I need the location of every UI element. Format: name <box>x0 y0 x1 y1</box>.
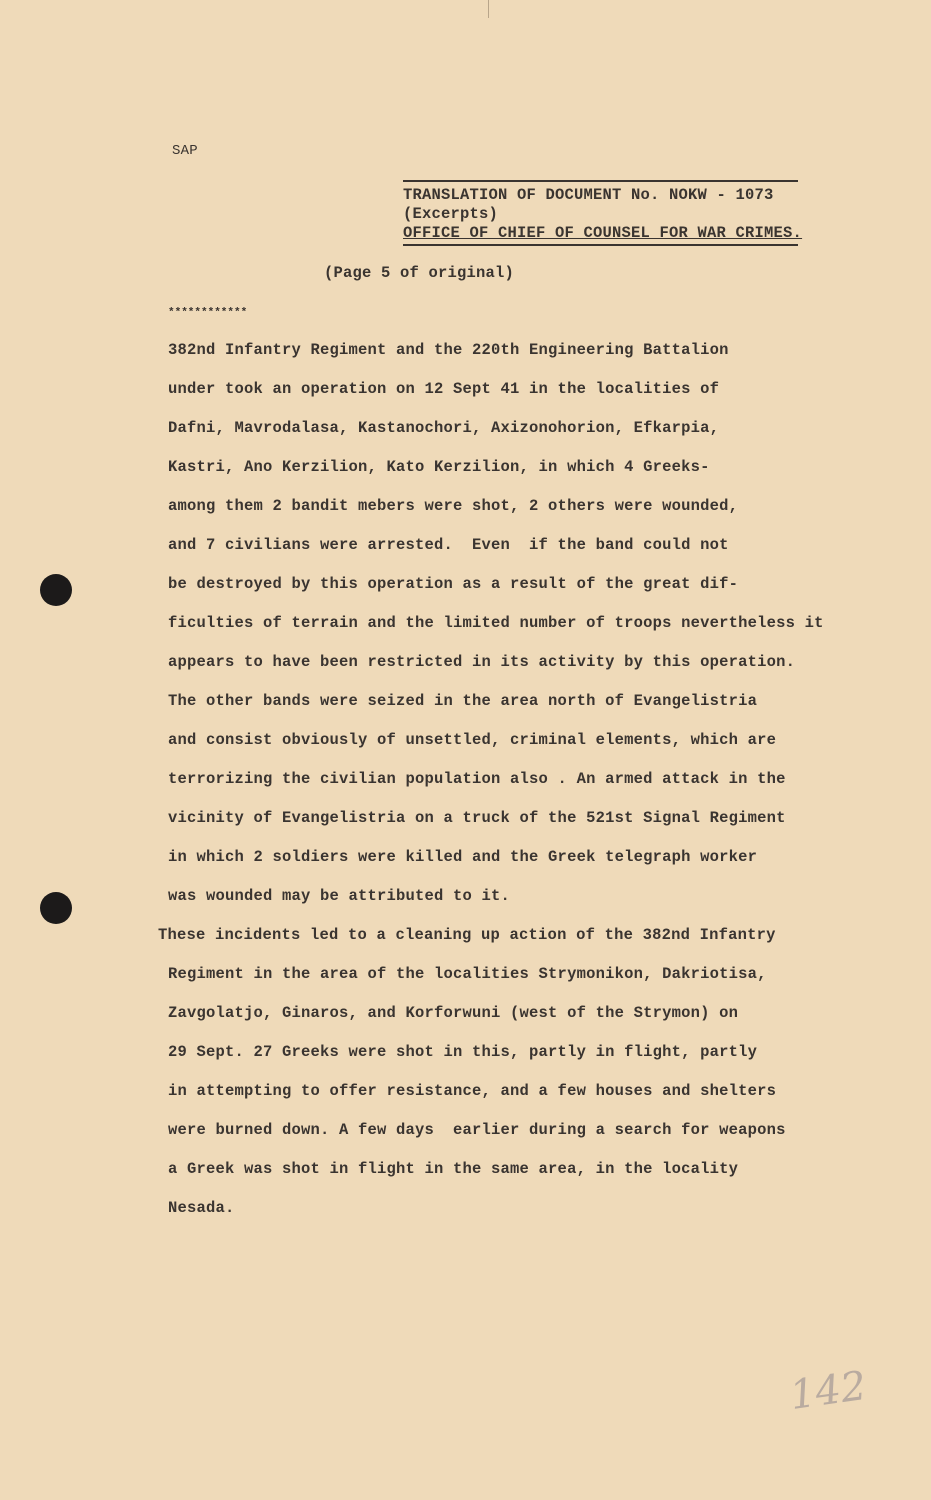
body-text-line: Regiment in the area of the localities Strymonikon, Dakriotisa, <box>168 965 767 983</box>
body-text-line: was wounded may be attributed to it. <box>168 887 511 905</box>
page-reference: (Page 5 of original) <box>324 264 515 282</box>
body-text-line: The other bands were seized in the area north of Evangelistria <box>168 692 758 710</box>
body-text-line: be destroyed by this operation as a result of the great dif- <box>168 575 739 593</box>
office-name: OFFICE OF CHIEF OF COUNSEL FOR WAR CRIMES. <box>403 224 803 242</box>
body-text-line: 29 Sept. 27 Greeks were shot in this, partly in flight, partly <box>168 1043 758 1061</box>
punch-hole <box>40 892 72 924</box>
body-text-line: vicinity of Evangelistria on a truck of the 521st Signal Regiment <box>168 809 786 827</box>
document-title: TRANSLATION OF DOCUMENT No. NOKW - 1073 <box>403 186 774 204</box>
body-text-line: Dafni, Mavrodalasa, Kastanochori, Axizonohorion, Efkarpia, <box>168 419 720 437</box>
body-text-line: terrorizing the civilian population also . An armed attack in the <box>168 770 786 788</box>
punch-hole <box>40 574 72 606</box>
header-bottom-rule <box>403 244 798 246</box>
body-text-line: appears to have been restricted in its activity by this operation. <box>168 653 796 671</box>
paper-crease <box>488 0 489 18</box>
body-text-line: among them 2 bandit mebers were shot, 2 others were wounded, <box>168 497 739 515</box>
body-text-line: These incidents led to a cleaning up action of the 382nd Infantry <box>158 926 776 944</box>
body-text-line: in attempting to offer resistance, and a few houses and shelters <box>168 1082 777 1100</box>
asterisk-separator: ************ <box>168 307 248 319</box>
body-text-line: under took an operation on 12 Sept 41 in the localities of <box>168 380 720 398</box>
typist-initials: SAP <box>172 143 198 159</box>
body-text-line: a Greek was shot in flight in the same area, in the locality <box>168 1160 739 1178</box>
body-text-line: Zavgolatjo, Ginaros, and Korforwuni (west of the Strymon) on <box>168 1004 739 1022</box>
document-subtitle: (Excerpts) <box>403 205 499 223</box>
body-text-line: were burned down. A few days earlier during a search for weapons <box>168 1121 786 1139</box>
body-text-line: and 7 civilians were arrested. Even if the band could not <box>168 536 729 554</box>
header-top-rule <box>403 180 798 182</box>
body-text-line: 382nd Infantry Regiment and the 220th Engineering Battalion <box>168 341 729 359</box>
body-text-line: ficulties of terrain and the limited number of troops nevertheless it <box>168 614 824 632</box>
handwritten-page-number: 142 <box>787 1362 870 1420</box>
body-text-line: and consist obviously of unsettled, criminal elements, which are <box>168 731 777 749</box>
body-text-line: in which 2 soldiers were killed and the Greek telegraph worker <box>168 848 758 866</box>
body-text-line: Nesada. <box>168 1199 235 1217</box>
body-text-line: Kastri, Ano Kerzilion, Kato Kerzilion, in which 4 Greeks- <box>168 458 710 476</box>
